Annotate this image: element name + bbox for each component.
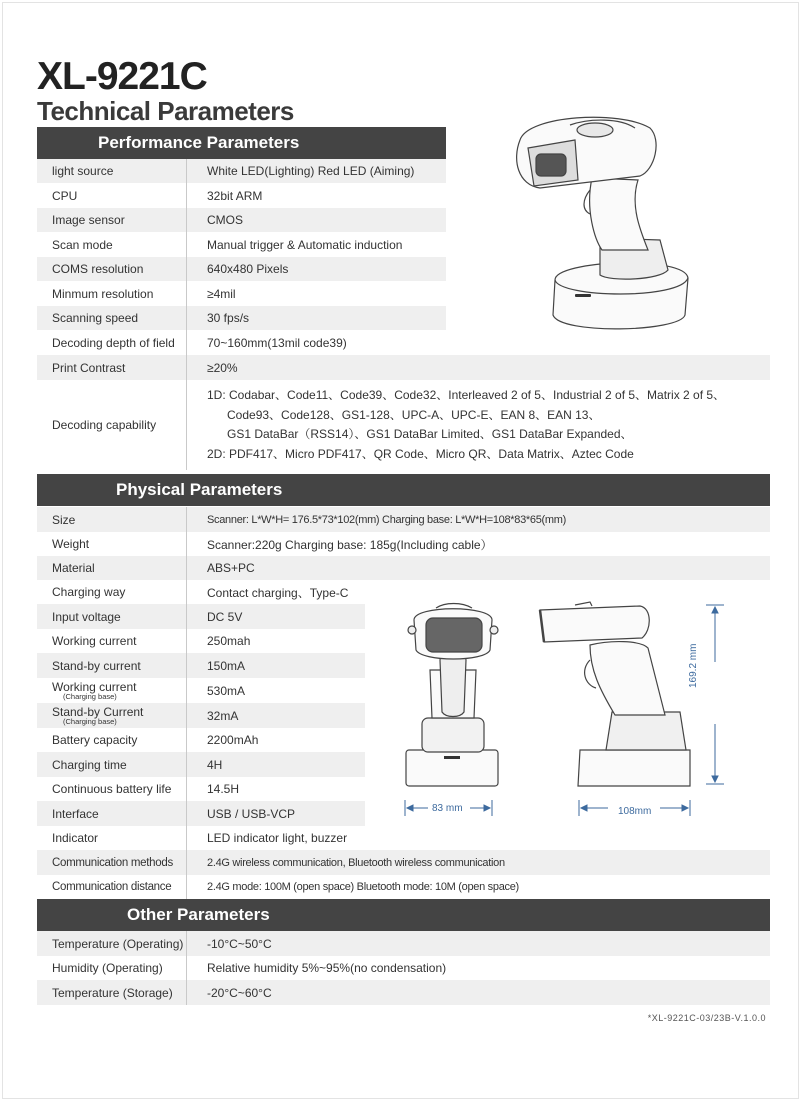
- row-label: Decoding capability: [52, 418, 157, 432]
- row-divider: [186, 281, 187, 306]
- row-label: Working current: [52, 634, 137, 648]
- row-label-sub: (Charging base): [63, 716, 117, 726]
- row-value: 4H: [207, 757, 223, 772]
- table-row: [37, 355, 770, 380]
- table-row: [37, 653, 365, 678]
- decoding-list: [207, 386, 725, 464]
- table-row: [37, 678, 365, 703]
- decoding-line: GS1 DataBar（RSS14）、GS1 DataBar Limited、GS1 DataBar Expanded、: [227, 427, 633, 441]
- height-dimension-label: 169.2 mm: [688, 643, 699, 688]
- row-label: Print Contrast: [52, 360, 126, 375]
- row-divider: [186, 604, 187, 629]
- length-dimension-label: 108mm: [618, 806, 652, 817]
- row-label: Scanning speed: [52, 311, 139, 325]
- row-label: CPU: [52, 188, 78, 203]
- row-divider: [186, 306, 187, 330]
- table-row: [37, 507, 770, 532]
- row-label: Interface: [52, 806, 99, 821]
- row-divider: [186, 752, 187, 777]
- row-value: Scanner: L*W*H= 176.5*73*102(mm) Charging base: L*W*H=108*83*65(mm): [207, 513, 566, 526]
- table-row: [37, 629, 365, 653]
- row-divider: [186, 257, 187, 281]
- table-row: [37, 580, 365, 604]
- row-label-sub: (Charging base): [63, 691, 117, 701]
- row-label: Charging time: [52, 757, 127, 772]
- row-value: DC 5V: [207, 609, 243, 624]
- row-value: 14.5H: [207, 782, 240, 796]
- row-divider: [186, 728, 187, 752]
- row-value: CMOS: [207, 213, 243, 227]
- table-row: [37, 232, 446, 257]
- row-label: Temperature (Storage): [52, 985, 173, 1000]
- row-divider: [186, 678, 187, 703]
- row-value: 2.4G mode: 100M (open space) Bluetooth mode: 10M (open space): [207, 881, 519, 893]
- row-label: Battery capacity: [52, 733, 138, 747]
- row-label: Size: [52, 512, 76, 527]
- dimension-lines: [400, 600, 740, 825]
- row-label: [52, 703, 143, 728]
- width-dimension-label: 83 mm: [432, 803, 463, 814]
- row-label: Scan mode: [52, 237, 113, 252]
- row-label: light source: [52, 164, 114, 178]
- row-divider: [186, 956, 187, 980]
- row-divider: [186, 580, 187, 604]
- row-label: Weight: [52, 537, 90, 551]
- row-value: -20°C~60°C: [207, 985, 272, 1000]
- scanner-product-illustration: [500, 110, 700, 340]
- row-divider: [186, 629, 187, 653]
- decoding-line: 2D: PDF417、Micro PDF417、QR Code、Micro QR、Data Matrix、Aztec Code: [207, 446, 634, 461]
- row-divider: [186, 980, 187, 1005]
- row-label-main: Stand-by Current: [52, 704, 144, 719]
- row-value: 32mA: [207, 708, 239, 723]
- other-header: [37, 899, 770, 931]
- row-value: White LED(Lighting) Red LED (Aiming): [207, 164, 415, 178]
- row-value: 530mA: [207, 683, 246, 698]
- row-label: Image sensor: [52, 213, 125, 227]
- row-divider: [186, 232, 187, 257]
- table-row: [37, 826, 770, 850]
- decoding-line: Code93、Code128、GS1-128、UPC-A、UPC-E、EAN 8、EAN 13、: [227, 407, 601, 422]
- row-value: 32bit ARM: [207, 188, 263, 203]
- row-label: Indicator: [52, 831, 99, 845]
- row-value: 640x480 Pixels: [207, 262, 289, 276]
- row-divider: [186, 183, 187, 208]
- table-row: [37, 159, 446, 183]
- table-row: [37, 183, 446, 208]
- row-divider: [186, 330, 187, 355]
- row-divider: [186, 380, 187, 470]
- row-value: 30 fps/s: [207, 311, 250, 325]
- row-divider: [186, 826, 187, 850]
- row-divider: [186, 931, 187, 956]
- row-value: -10°C~50°C: [207, 936, 272, 951]
- row-value: ABS+PC: [207, 561, 255, 575]
- physical-title: Physical Parameters: [116, 480, 283, 499]
- row-label: Material: [52, 561, 95, 575]
- row-value: 250mah: [207, 634, 251, 648]
- row-label: Stand-by current: [52, 658, 141, 673]
- row-label: Communication methods: [52, 856, 173, 869]
- row-label: COMS resolution: [52, 262, 144, 276]
- table-row: [37, 306, 446, 330]
- row-label: Temperature (Operating): [52, 936, 184, 951]
- page-subtitle: Technical Parameters: [37, 96, 294, 126]
- row-value: LED indicator light, buzzer: [207, 831, 348, 845]
- table-row: [37, 604, 365, 629]
- row-value: 2.4G wireless communication, Bluetooth wireless communication: [207, 856, 505, 869]
- row-label: [52, 678, 136, 703]
- table-row: [37, 556, 770, 580]
- row-divider: [186, 875, 187, 899]
- table-row: [37, 875, 770, 899]
- row-label: Humidity (Operating): [52, 961, 163, 975]
- table-row: [37, 956, 770, 980]
- table-row: [37, 980, 770, 1005]
- row-divider: [186, 532, 187, 556]
- row-divider: [186, 703, 187, 728]
- row-divider: [186, 777, 187, 801]
- table-row: [37, 728, 365, 752]
- row-label: Minmum resolution: [52, 286, 154, 301]
- table-row: [37, 801, 365, 826]
- table-row: [37, 257, 446, 281]
- physical-header: [37, 474, 770, 506]
- table-row: [37, 208, 446, 232]
- row-divider: [186, 850, 187, 875]
- other-title: Other Parameters: [127, 905, 270, 924]
- table-row: [37, 931, 770, 956]
- row-divider: [186, 208, 187, 232]
- row-label: Charging way: [52, 585, 126, 599]
- row-divider: [186, 556, 187, 580]
- row-divider: [186, 653, 187, 678]
- decoding-row: [37, 380, 770, 470]
- row-value: Contact charging、Type-C: [207, 585, 349, 600]
- row-divider: [186, 507, 187, 532]
- row-value: ≥20%: [207, 360, 238, 375]
- row-value: 70~160mm(13mil code39): [207, 335, 347, 350]
- row-value: 150mA: [207, 658, 246, 673]
- document-code: *XL-9221C-03/23B-V.1.0.0: [647, 1013, 766, 1023]
- table-row: [37, 777, 365, 801]
- row-value: Relative humidity 5%~95%(no condensation): [207, 961, 447, 975]
- row-divider: [186, 159, 187, 183]
- row-value: ≥4mil: [207, 286, 236, 301]
- model-title: XL-9221C: [37, 55, 207, 98]
- decoding-line: 1D: Codabar、Code11、Code39、Code32、Interleaved 2 of 5、Industrial 2 of 5、Matrix 2 of 5、: [207, 388, 726, 402]
- row-label: Input voltage: [52, 609, 121, 624]
- row-value: USB / USB-VCP: [207, 806, 296, 821]
- row-label: Communication distance: [52, 881, 172, 893]
- table-row: [37, 752, 365, 777]
- row-value: Scanner:220g Charging base: 185g(Including cable）: [207, 537, 493, 552]
- row-divider: [186, 355, 187, 380]
- row-divider: [186, 801, 187, 826]
- performance-header: [37, 127, 446, 159]
- row-label: Continuous battery life: [52, 782, 172, 796]
- row-label: Decoding depth of field: [52, 335, 175, 350]
- table-row: [37, 850, 770, 875]
- row-value: 2200mAh: [207, 733, 259, 747]
- table-row: [37, 703, 365, 728]
- performance-title: Performance Parameters: [98, 133, 300, 152]
- table-row: [37, 281, 446, 306]
- row-value: Manual trigger & Automatic induction: [207, 237, 403, 252]
- row-label-main: Working current: [52, 679, 137, 694]
- table-row: [37, 532, 770, 556]
